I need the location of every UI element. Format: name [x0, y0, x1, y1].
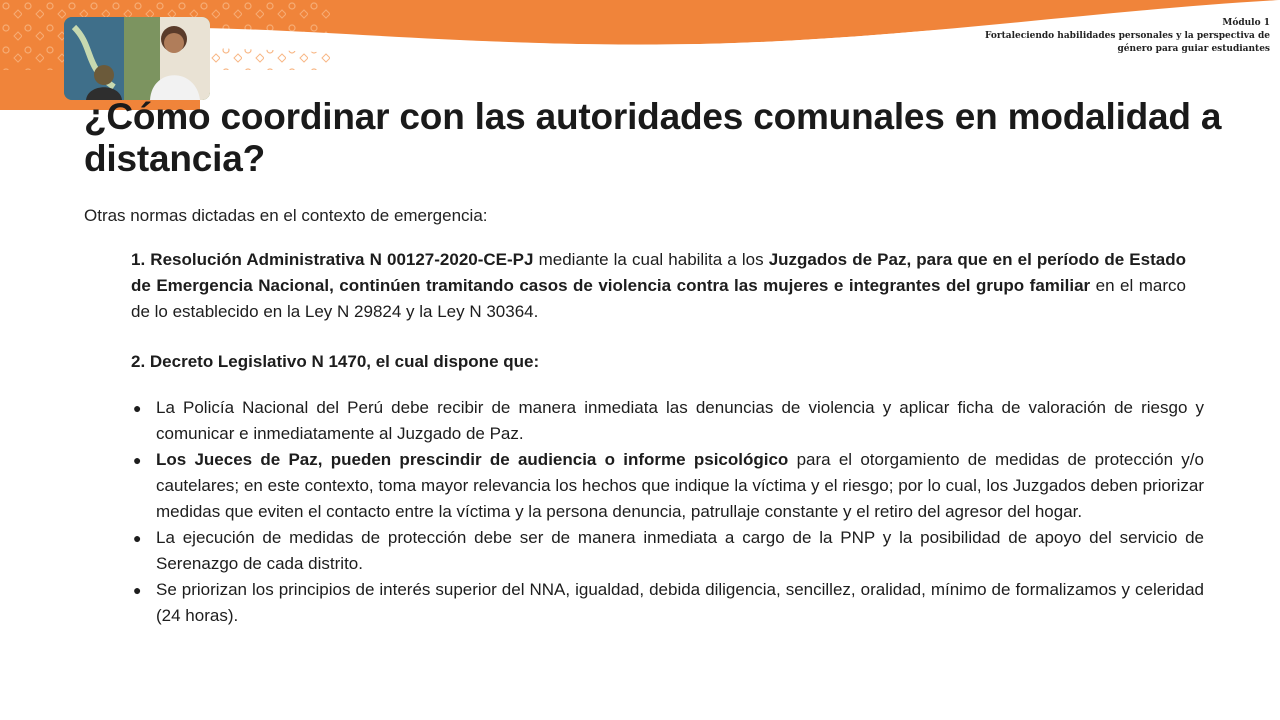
list-item [131, 395, 1204, 447]
header-photo [64, 17, 210, 100]
module-info [985, 17, 1270, 56]
module-subtitle-line1: Fortaleciendo habilidades personales y la perspectiva de [984, 31, 1270, 41]
bullet-1-text: La Policía Nacional del Perú debe recibir de manera inmediata las denuncias de violencia y aplicar ficha de valoración de riesgo y comunicar e inmediatamente al Juzgado de Paz. [156, 398, 1204, 443]
bullet-dot: ● [133, 582, 142, 598]
bullet-2-text: para el otorgamiento de medidas de protección y/o cautelares; en este contexto, toma mayor relevancia los hechos que indique la víctima y el riesgo; por lo cual, los Juzgados deben priorizar medidas que eviten el contacto entre la víctima y la persona denuncia, patrullaje constante y el retiro del agresor del hogar. [156, 450, 1204, 521]
intro-text: Otras normas dictadas en el contexto de emergencia: [84, 206, 488, 225]
module-label: Módulo 1 [1222, 18, 1270, 28]
item-decreto: 2. Decreto Legislativo N 1470, el cual dispone que: [131, 352, 540, 371]
list-item [131, 525, 1204, 577]
item1-bold-1: 1. Resolución Administrativa N 00127-2020-CE-PJ [131, 250, 534, 269]
page-title: ¿Cómo coordinar con las autoridades comunales en modalidad a distancia? [84, 96, 1222, 179]
bullet-dot: ● [133, 530, 142, 546]
bullet-2-bold: Los Jueces de Paz, pueden prescindir de audiencia o informe psicológico [156, 450, 789, 469]
item1-text-1: mediante la cual habilita a los [533, 250, 769, 269]
item1-text-2: en el marco de lo establecido en la Ley N 29824 y la Ley N 30364. [131, 276, 1186, 321]
module-subtitle-line2: género para guiar estudiantes [1117, 44, 1270, 54]
item1-bold-2: Juzgados de Paz, para que en el período de Estado de Emergencia Nacional, continúen tramitando casos de violencia contra las mujeres e integrantes del grupo familiar [131, 250, 1186, 295]
list-item [131, 447, 1204, 525]
bullet-dot: ● [133, 400, 142, 416]
bullet-4-text: Se priorizan los principios de interés superior del NNA, igualdad, debida diligencia, sencillez, oralidad, mínimo de formalizamos y celeridad (24 horas). [156, 580, 1204, 625]
list-item [131, 577, 1204, 629]
bullet-3-text: La ejecución de medidas de protección debe ser de manera inmediata a cargo de la PNP y la posibilidad de apoyo del servicio de Serenazgo de cada distrito. [156, 528, 1204, 573]
bullet-list [131, 395, 1204, 629]
bullet-dot: ● [133, 452, 142, 468]
item-resolucion [131, 247, 1186, 325]
